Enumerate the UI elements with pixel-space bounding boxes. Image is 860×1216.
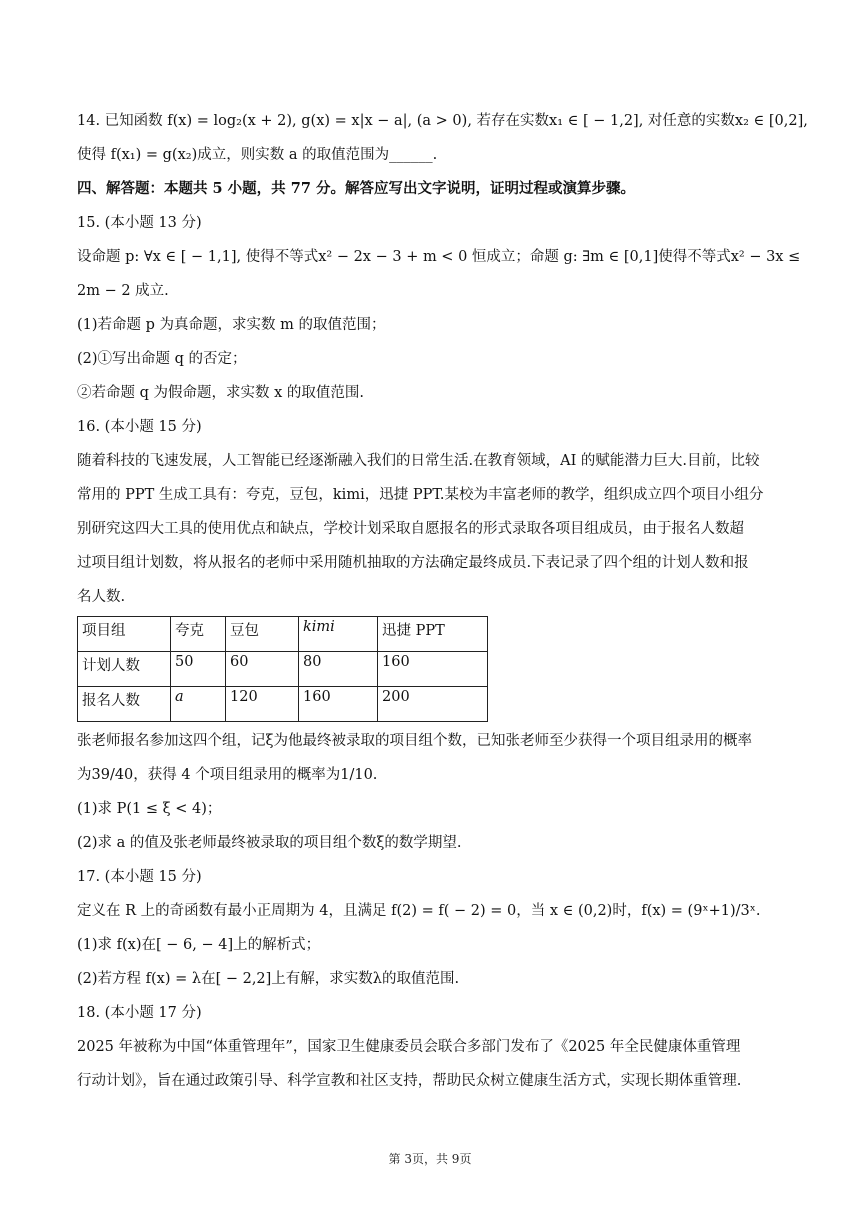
q14-line-2: 使得 f(x₁) = g(x₂)成立，则实数 a 的取值范围为______. [77, 147, 438, 163]
q16-line-4: 过项目组计划数，将从报名的老师中采用随机抽取的方法确定最终成员.下表记录了四个组的计划人数和报 [77, 555, 749, 571]
document-page [77, 104, 808, 1098]
q16-line-5: 名人数. [77, 589, 126, 605]
table-row [78, 652, 488, 687]
q17-header: 17. (本小题 15 分) [77, 869, 202, 885]
table-cell: kimi [299, 617, 378, 652]
q17-part-2: (2)若方程 f(x) = λ在[ − 2,2]上有解，求实数λ的取值范围. [77, 971, 460, 987]
q16-line-2: 常用的 PPT 生成工具有：夸克，豆包，kimi，迅捷 PPT.某校为丰富老师的教学，组织成立四个项目小组分 [77, 487, 764, 503]
q18-header: 18. (本小题 17 分) [77, 1005, 202, 1021]
table-cell: 80 [299, 652, 378, 687]
table-cell: 120 [226, 687, 299, 722]
signup-table [77, 616, 488, 722]
table-cell: 夸克 [171, 617, 226, 652]
table-cell: 60 [226, 652, 299, 687]
page-footer: 第 3页，共 9页 [388, 1152, 472, 1166]
section-heading: 四、解答题：本题共 5 小题，共 77 分。解答应写出文字说明，证明过程或演算步骤。 [77, 180, 635, 197]
table-row [78, 617, 488, 652]
q16-line-6: 张老师报名参加这四个组，记ξ为他最终被录取的项目组个数，已知张老师至少获得一个项目组录用的概率 [77, 733, 752, 749]
q16-part-1: (1)求 P(1 ≤ ξ < 4)； [77, 801, 222, 817]
q16-header: 16. (本小题 15 分) [77, 419, 202, 435]
table-cell: 160 [378, 652, 488, 687]
table-cell: 200 [378, 687, 488, 722]
table-cell: 报名人数 [78, 687, 171, 722]
q18-line-2: 行动计划》，旨在通过政策引导、科学宣教和社区支持，帮助民众树立健康生活方式，实现长期体重管理. [77, 1073, 742, 1089]
table-cell: a [171, 687, 226, 722]
q17-line-1: 定义在 R 上的奇函数有最小正周期为 4，且满足 f(2) = f( − 2) = 0，当 x ∈ (0,2)时，f(x) = (9ˣ+1)/3ˣ. [77, 903, 761, 919]
q17-part-1: (1)求 f(x)在[ − 6, − 4]上的解析式； [77, 937, 321, 953]
q16-line-1: 随着科技的飞速发展，人工智能已经逐渐融入我们的日常生活.在教育领域，AI 的赋能潜力巨大.目前，比较 [77, 453, 760, 469]
table-row [78, 687, 488, 722]
table-cell: 160 [299, 687, 378, 722]
q18-line-1: 2025 年被称为中国“体重管理年”，国家卫生健康委员会联合多部门发布了《2025 年全民健康体重管理 [77, 1039, 741, 1055]
table-cell: 50 [171, 652, 226, 687]
q15-line-1: 设命题 p: ∀x ∈ [ − 1,1], 使得不等式x² − 2x − 3 + m < 0 恒成立；命题 g: ∃m ∈ [0,1]使得不等式x² − 3x ≤ [77, 249, 801, 265]
q15-part-2b: ②若命题 q 为假命题，求实数 x 的取值范围. [77, 385, 365, 401]
q16-line-7: 为39/40，获得 4 个项目组录用的概率为1/10. [77, 767, 378, 783]
q15-part-1: (1)若命题 p 为真命题，求实数 m 的取值范围； [77, 317, 386, 333]
table-cell: 迅捷 PPT [378, 617, 488, 652]
table-cell: 项目组 [78, 617, 171, 652]
q15-header: 15. (本小题 13 分) [77, 215, 202, 231]
table-cell: 豆包 [226, 617, 299, 652]
q16-line-3: 别研究这四大工具的使用优点和缺点，学校计划采取自愿报名的形式录取各项目组成员，由于报名人数超 [77, 521, 744, 537]
q15-line-2: 2m − 2 成立. [77, 283, 169, 299]
q15-part-2a: (2)①写出命题 q 的否定； [77, 351, 247, 367]
table-cell: 计划人数 [78, 652, 171, 687]
q14-line-1: 14. 已知函数 f(x) = log₂(x + 2), g(x) = x|x − a|, (a > 0), 若存在实数x₁ ∈ [ − 1,2], 对任意的实数x₂ ∈ [0,2], [77, 113, 808, 129]
q16-part-2: (2)求 a 的值及张老师最终被录取的项目组个数ξ的数学期望. [77, 835, 462, 851]
